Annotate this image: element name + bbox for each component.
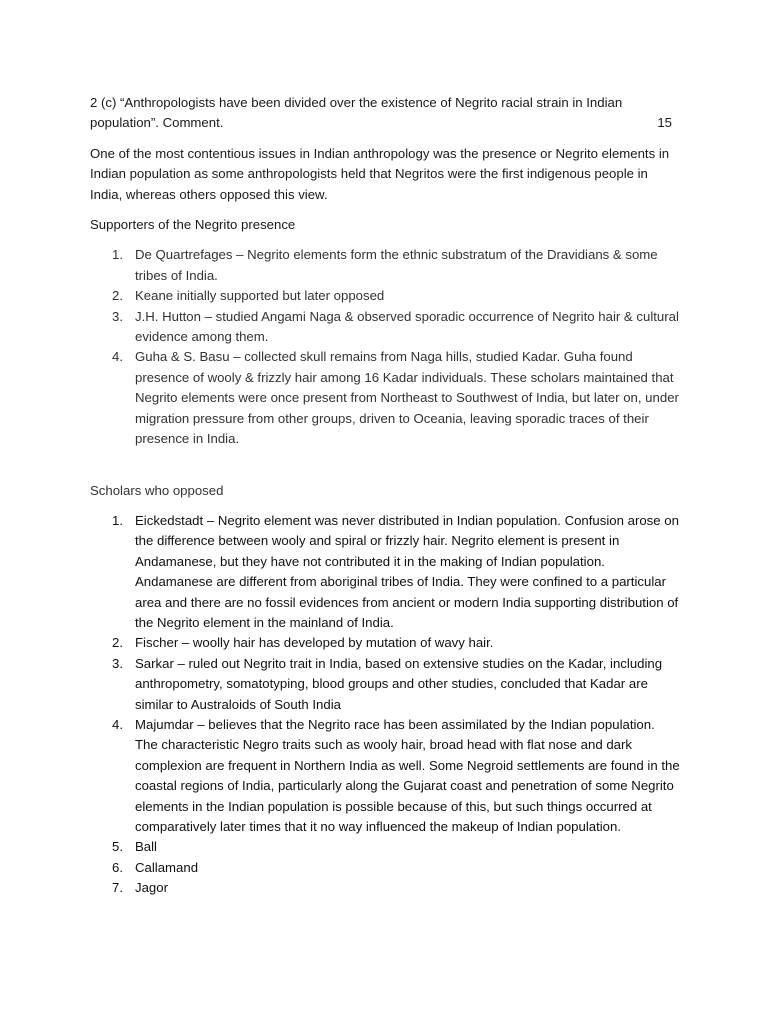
list-item: [90, 511, 680, 633]
list-number: 3.: [112, 655, 123, 671]
list-item: [90, 715, 680, 837]
list-number: 7.: [112, 880, 123, 896]
opposers-heading: Scholars who opposed: [90, 482, 224, 498]
list-item: [90, 245, 680, 286]
list-number: 6.: [112, 859, 123, 875]
list-item-text: Ball: [135, 839, 157, 855]
list-item: [90, 347, 680, 449]
list-item-text: Jagor: [135, 880, 168, 896]
list-item-text: De Quartrefages – Negrito elements form the ethnic substratum of the Dravidians & some tribes of India.: [135, 247, 658, 283]
opposers-list: [90, 511, 680, 899]
list-number: 2.: [112, 288, 123, 304]
list-number: 1.: [112, 512, 123, 528]
intro-paragraph: One of the most contentious issues in Indian anthropology was the presence or Negrito elements in Indian population as some anthropologists held that Negritos were the first indigenous people in India, whereas others opposed this view.: [90, 145, 670, 202]
document-body: [90, 93, 680, 899]
list-item: [90, 654, 680, 715]
list-number: 1.: [112, 247, 123, 263]
list-item-text: Keane initially supported but later opposed: [135, 288, 385, 304]
list-item-text: Eickedstadt – Negrito element was never distributed in Indian population. Confusion arose on the difference between wooly and spiral or frizzly hair. Negrito element is present in Andamanese, but they have not contributed it in the making of Indian population. Andamanese are different from aboriginal tribes of India. They were confined to a particular area and there are no fossil evidences from ancient or modern India supporting distribution of the Negrito element in the mainland of India.: [135, 512, 679, 630]
list-item: [90, 307, 680, 348]
list-item: [90, 286, 680, 306]
question-marks: 15: [657, 115, 672, 131]
list-item-text: Fischer – woolly hair has developed by mutation of wavy hair.: [135, 635, 494, 651]
list-item: [90, 633, 680, 653]
list-item-text: Majumdar – believes that the Negrito race has been assimilated by the Indian population. The characteristic Negro traits such as wooly hair, broad head with flat nose and dark complexion are frequent in Northern India as well. Some Negroid settlements are found in the coastal regions of India, particularly along the Gujarat coast and penetration of some Negrito elements in the Indian population is possible because of this, but such things occurred at comparatively later times that it no way influenced the makeup of Indian population.: [135, 716, 680, 834]
list-item-text: Sarkar – ruled out Negrito trait in India, based on extensive studies on the Kadar, including anthropometry, somatotyping, blood groups and other studies, concluded that Kadar are similar to Australoids of South India: [135, 655, 663, 712]
supporters-list: [90, 245, 680, 449]
question-line: [90, 93, 680, 134]
supporters-heading: Supporters of the Negrito presence: [90, 217, 296, 233]
question-text: 2 (c) “Anthropologists have been divided over the existence of Negrito racial strain in Indian population”. Comment.: [90, 95, 623, 131]
list-number: 4.: [112, 716, 123, 732]
list-item: [90, 837, 680, 857]
list-item: [90, 878, 680, 898]
list-item-text: Guha & S. Basu – collected skull remains from Naga hills, studied Kadar. Guha found presence of wooly & frizzly hair among 16 Kadar individuals. These scholars maintained that Negrito elements were once present from Northeast to Southwest of India, but later on, under migration pressure from other groups, driven to Oceania, leaving sporadic traces of their presence in India.: [135, 349, 679, 447]
list-item: [90, 858, 680, 878]
list-item-text: Callamand: [135, 859, 199, 875]
list-number: 4.: [112, 349, 123, 365]
list-number: 2.: [112, 635, 123, 651]
list-number: 5.: [112, 839, 123, 855]
list-number: 3.: [112, 308, 123, 324]
list-item-text: J.H. Hutton – studied Angami Naga & observed sporadic occurrence of Negrito hair & cultural evidence among them.: [135, 308, 679, 345]
